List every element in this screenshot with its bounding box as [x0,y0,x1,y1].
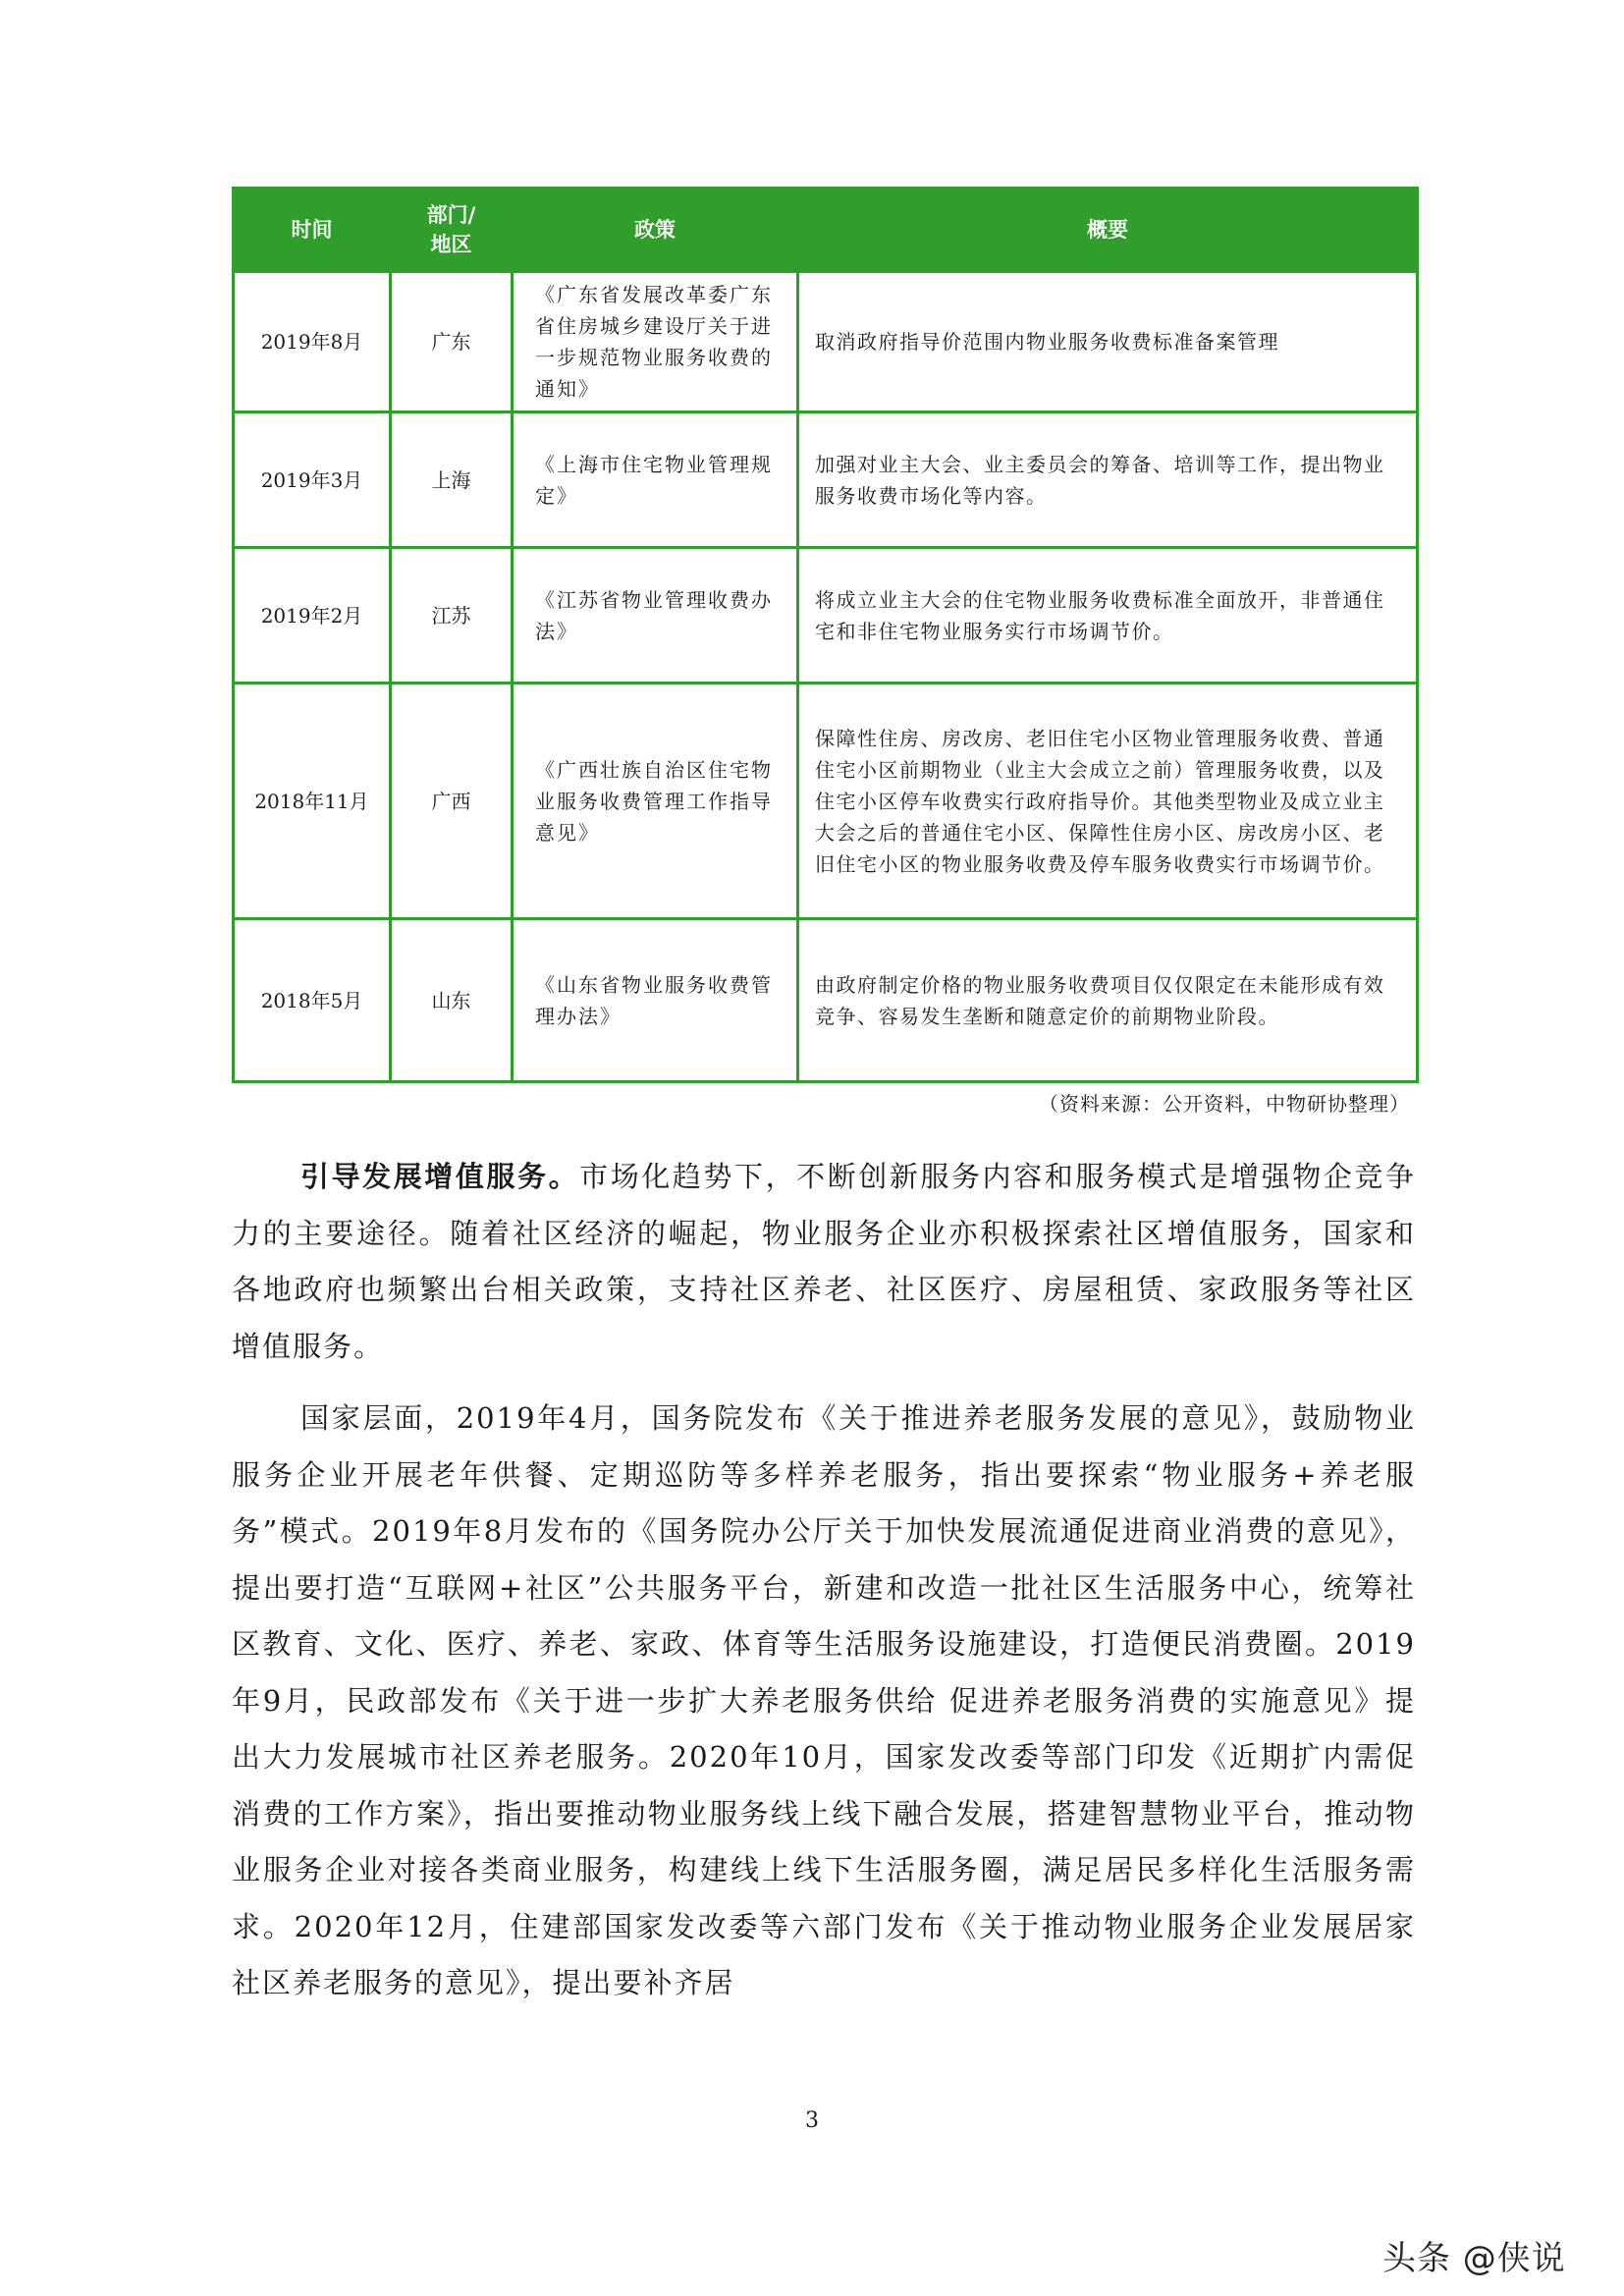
cell-summary: 保障性住房、房改房、老旧住宅小区物业管理服务收费、普通住宅小区前期物业（业主大会成立之前）管理服务收费，以及住宅小区停车收费实行政府指导价。其他类型物业及成立业主大会之后的普通住宅小区、保障性住房小区、房改房小区、老旧住宅小区的物业服务收费及停车服务收费实行市场调节价。 [798,683,1418,919]
paragraph-text: 国家层面，2019年4月，国务院发布《关于推进养老服务发展的意见》，鼓励物业服务企业开展老年供餐、定期巡防等多样养老服务，指出要探索“物业服务+养老服务”模式。2019年8月发布的《国务院办公厅关于加快发展流通促进商业消费的意见》，提出要打造“互联网+社区”公共服务平台，新建和改造一批社区生活服务中心，统筹社区教育、文化、医疗、养老、家政、体育等生活服务设施建设，打造便民消费圈。2019年9月，民政部发布《关于进一步扩大养老服务供给 促进养老服务消费的实施意见》提出大力发展城市社区养老服务。2020年10月，国家发改委等部门印发《近期扩内需促消费的工作方案》，指出要推动物业服务线上线下融合发展，搭建智慧物业平台，推动物业服务企业对接各类商业服务，构建线上线下生活服务圈，满足居民多样化生活服务需求。2020年12月，住建部国家发改委等六部门发布《关于推动物业服务企业发展居家社区养老服务的意见》，提出要补齐居 [232,1401,1416,1999]
cell-region: 山东 [391,919,513,1082]
cell-time: 2018年11月 [234,683,391,919]
table-row [234,272,1418,412]
table-row [234,919,1418,1082]
cell-summary: 将成立业主大会的住宅物业服务收费标准全面放开，非普通住宅和非住宅物业服务实行市场调节价。 [798,548,1418,683]
page-number: 3 [805,2108,819,2133]
cell-time: 2018年5月 [234,919,391,1082]
header-region: 部门/ 地区 [391,189,513,272]
cell-region: 上海 [391,412,513,548]
paragraph [232,1149,1416,1375]
header-policy: 政策 [513,189,798,272]
table-header-row [234,189,1418,272]
paragraph-lead: 引导发展增值服务。 [300,1160,580,1193]
cell-time: 2019年2月 [234,548,391,683]
table-row [234,683,1418,919]
cell-policy: 《广东省发展改革委广东省住房城乡建设厅关于进一步规范物业服务收费的通知》 [513,272,798,412]
source-note: （资料来源：公开资料，中物研协整理） [1039,1092,1410,1116]
cell-policy: 《山东省物业服务收费管理办法》 [513,919,798,1082]
table-row [234,548,1418,683]
cell-summary: 加强对业主大会、业主委员会的筹备、培训等工作，提出物业服务收费市场化等内容。 [798,412,1418,548]
cell-region: 江苏 [391,548,513,683]
cell-region: 广东 [391,272,513,412]
cell-policy: 《上海市住宅物业管理规定》 [513,412,798,548]
body-text [232,1149,1416,2028]
cell-policy: 《广西壮族自治区住宅物业服务收费管理工作指导意见》 [513,683,798,919]
table-row [234,412,1418,548]
cell-summary: 取消政府指导价范围内物业服务收费标准备案管理 [798,272,1418,412]
cell-region: 广西 [391,683,513,919]
paragraph [232,1391,1416,2012]
cell-time: 2019年8月 [234,272,391,412]
cell-policy: 《江苏省物业管理收费办法》 [513,548,798,683]
policy-table [232,187,1419,1083]
paragraph-text: 市场化趋势下，不断创新服务内容和服务模式是增强物企竞争力的主要途径。随着社区经济的崛起，物业服务企业亦积极探索社区增值服务，国家和各地政府也频繁出台相关政策，支持社区养老、社区医疗、房屋租赁、家政服务等社区增值服务。 [232,1160,1416,1363]
header-time: 时间 [234,189,391,272]
header-summary: 概要 [798,189,1418,272]
cell-summary: 由政府制定价格的物业服务收费项目仅仅限定在未能形成有效竞争、容易发生垄断和随意定价的前期物业阶段。 [798,919,1418,1082]
watermark-text: 头条 @侠说 [1382,2239,1566,2278]
cell-time: 2019年3月 [234,412,391,548]
